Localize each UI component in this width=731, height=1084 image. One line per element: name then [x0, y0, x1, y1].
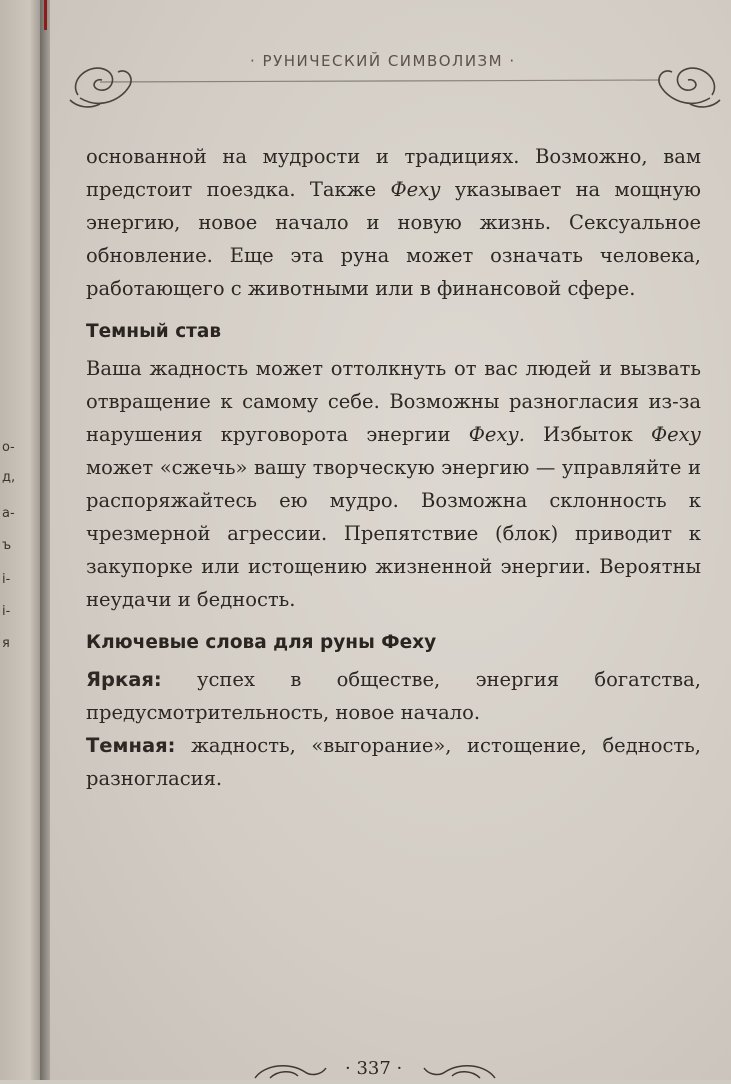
text-span: основанной на мудрости и традициях. Возможно, вам предстоит поездка. Также [86, 145, 701, 201]
dark-paragraph [86, 352, 701, 616]
page-footer [250, 1050, 500, 1080]
rune-name: Феху. [468, 423, 525, 446]
page-body [86, 140, 701, 795]
left-page-edge [0, 0, 42, 1080]
rune-name: Феху [390, 178, 441, 201]
text-span: Избыток [524, 423, 651, 446]
rune-name: Феху [650, 423, 701, 446]
keyword-text: жадность, «выгорание», истощение, бедность, разногласия. [86, 734, 701, 790]
running-header [60, 40, 730, 120]
keywords-dark [86, 729, 701, 795]
text-span: Ваша жадность может оттолкнуть от вас людей и вызвать отвращение к самому себе. Возможны разногласия из-за нарушения круговорота энергии [86, 357, 701, 446]
keyword-label: Темная: [86, 734, 176, 757]
left-page-fragment: я [2, 636, 10, 651]
keyword-label: Яркая: [86, 668, 162, 691]
left-page-fragment: д, [2, 470, 16, 485]
page-number: · 337 · [345, 1058, 403, 1079]
keyword-text: успех в обществе, энергия богатства, предусмотрительность, новое начало. [86, 668, 701, 724]
book-gutter [40, 0, 50, 1080]
left-page-fragment: ъ [2, 538, 12, 553]
text-span: указывает на мощную энергию, новое начало и новую жизнь. Сексуальное обновление. Еще эта руна может означать человека, работающего с животными или в финансовой сфере. [86, 178, 701, 300]
text-span: может «сжечь» вашу творческую энергию — управляйте и распоряжайтесь ею мудро. Возможна склонность к чрезмерной агрессии. Препятствие (блок) приводит к закупорке или истощению жизненной энергии. Вероятны неудачи и бедность. [86, 456, 701, 611]
intro-paragraph [86, 140, 701, 305]
left-page-fragment: о- [2, 440, 15, 455]
section-heading-keywords: Ключевые слова для руны Феху [86, 632, 437, 653]
left-page-fragment: і- [2, 572, 11, 587]
left-page-fragment: а- [2, 506, 15, 521]
section-heading-dark: Темный став [86, 321, 222, 342]
running-header-title: · РУНИЧЕСКИЙ СИМВОЛИЗМ · [250, 52, 516, 70]
left-page-fragment: і- [2, 604, 11, 619]
bookmark-ribbon [44, 0, 47, 30]
keywords-bright [86, 663, 701, 729]
